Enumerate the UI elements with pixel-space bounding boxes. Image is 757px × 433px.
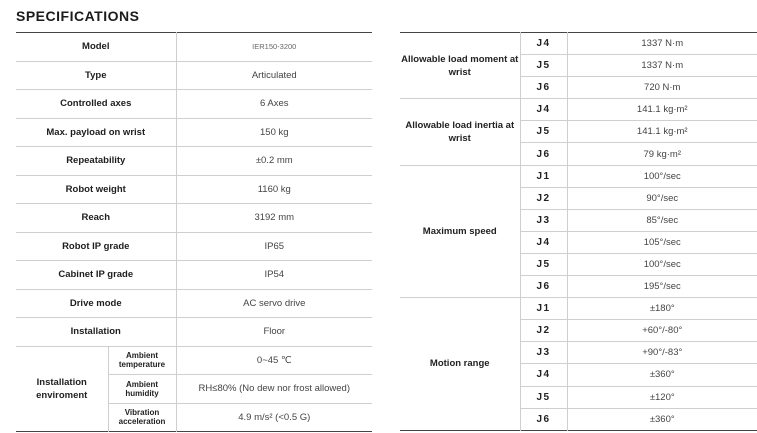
joint-label: J3 xyxy=(520,209,567,231)
group-label: Maximum speed xyxy=(400,165,520,298)
spec-label: Reach xyxy=(16,204,176,233)
spec-value: 85°/sec xyxy=(567,209,757,231)
spec-sublabel: Ambient humidity xyxy=(108,375,176,404)
spec-value: 4.9 m/s² (<0.5 G) xyxy=(238,411,311,423)
group-label: Allowable load inertia at wrist xyxy=(400,99,520,165)
joint-label: J4 xyxy=(520,231,567,253)
table-row xyxy=(400,99,757,121)
spec-value: 6 Axes xyxy=(176,90,372,119)
spec-label: Model xyxy=(16,33,176,62)
spec-value: Articulated xyxy=(176,61,372,90)
joint-label: J2 xyxy=(520,320,567,342)
table-row xyxy=(16,261,372,290)
table-row xyxy=(16,318,372,347)
spec-value: 0~45 ℃ xyxy=(176,346,372,375)
joint-label: J1 xyxy=(520,165,567,187)
spec-value: Floor xyxy=(176,318,372,347)
joint-label: J5 xyxy=(520,55,567,77)
spec-value: 79 kg·m² xyxy=(567,143,757,165)
joint-label: J6 xyxy=(520,276,567,298)
joint-label: J2 xyxy=(520,187,567,209)
spec-label: Max. payload on wrist xyxy=(16,118,176,147)
spec-value: IP65 xyxy=(176,232,372,261)
spec-label: Repeatability xyxy=(16,147,176,176)
spec-value: 90°/sec xyxy=(567,187,757,209)
group-label: Motion range xyxy=(400,298,520,431)
spec-value: 141.1 kg·m² xyxy=(567,121,757,143)
table-row xyxy=(16,232,372,261)
spec-table-left xyxy=(16,32,372,432)
spec-value: 100°/sec xyxy=(567,253,757,275)
joint-label: J5 xyxy=(520,253,567,275)
table-row xyxy=(16,346,372,375)
spec-value: 1337 N·m xyxy=(567,33,757,55)
spec-value: +60°/-80° xyxy=(567,320,757,342)
table-row xyxy=(16,118,372,147)
spec-value: 141.1 kg·m² xyxy=(567,99,757,121)
joint-label: J5 xyxy=(520,121,567,143)
table-row xyxy=(16,204,372,233)
spec-sublabel: Vibration acceleration xyxy=(108,403,176,432)
spec-table-right xyxy=(400,32,757,431)
spec-value: 1160 kg xyxy=(176,175,372,204)
joint-label: J4 xyxy=(520,364,567,386)
joint-label: J5 xyxy=(520,386,567,408)
spec-label: Robot IP grade xyxy=(16,232,176,261)
joint-label: J6 xyxy=(520,77,567,99)
spec-value: AC servo drive xyxy=(176,289,372,318)
table-row xyxy=(16,61,372,90)
spec-value: ±360° xyxy=(567,364,757,386)
spec-value: 150 kg xyxy=(176,118,372,147)
spec-value: ±0.2 mm xyxy=(176,147,372,176)
spec-value: ±180° xyxy=(567,298,757,320)
spec-label: Installation xyxy=(16,318,176,347)
joint-label: J3 xyxy=(520,342,567,364)
spec-value: 720 N·m xyxy=(567,77,757,99)
spec-value: 3192 mm xyxy=(176,204,372,233)
spec-value: 100°/sec xyxy=(567,165,757,187)
joint-label: J6 xyxy=(520,143,567,165)
table-row xyxy=(400,33,757,55)
page-title: SPECIFICATIONS xyxy=(16,8,140,24)
group-label: Allowable load moment at wrist xyxy=(400,33,520,99)
spec-value: 195°/sec xyxy=(567,276,757,298)
spec-value: +90°/-83° xyxy=(567,342,757,364)
joint-label: J4 xyxy=(520,99,567,121)
spec-label: Robot weight xyxy=(16,175,176,204)
spec-value: ±360° xyxy=(649,413,675,425)
spec-label: Cabinet IP grade xyxy=(16,261,176,290)
joint-label: J6 xyxy=(520,408,567,430)
spec-value: ±120° xyxy=(567,386,757,408)
spec-value: IER150-3200 xyxy=(176,33,372,62)
spec-label: Drive mode xyxy=(16,289,176,318)
spec-value: IP54 xyxy=(176,261,372,290)
spec-value: 1337 N·m xyxy=(567,55,757,77)
table-row xyxy=(16,289,372,318)
spec-value: RH≤80% (No dew nor frost allowed) xyxy=(176,375,372,404)
spec-value: 105°/sec xyxy=(567,231,757,253)
joint-label: J4 xyxy=(520,33,567,55)
table-row xyxy=(400,298,757,320)
spec-label: Type xyxy=(16,61,176,90)
table-row xyxy=(16,90,372,119)
spec-sublabel: Ambient temperature xyxy=(108,346,176,375)
installation-env-label: Installation enviroment xyxy=(16,346,108,432)
table-row xyxy=(16,33,372,62)
table-row xyxy=(400,165,757,187)
spec-label: Controlled axes xyxy=(16,90,176,119)
table-row xyxy=(16,147,372,176)
joint-label: J1 xyxy=(520,298,567,320)
table-row xyxy=(16,175,372,204)
